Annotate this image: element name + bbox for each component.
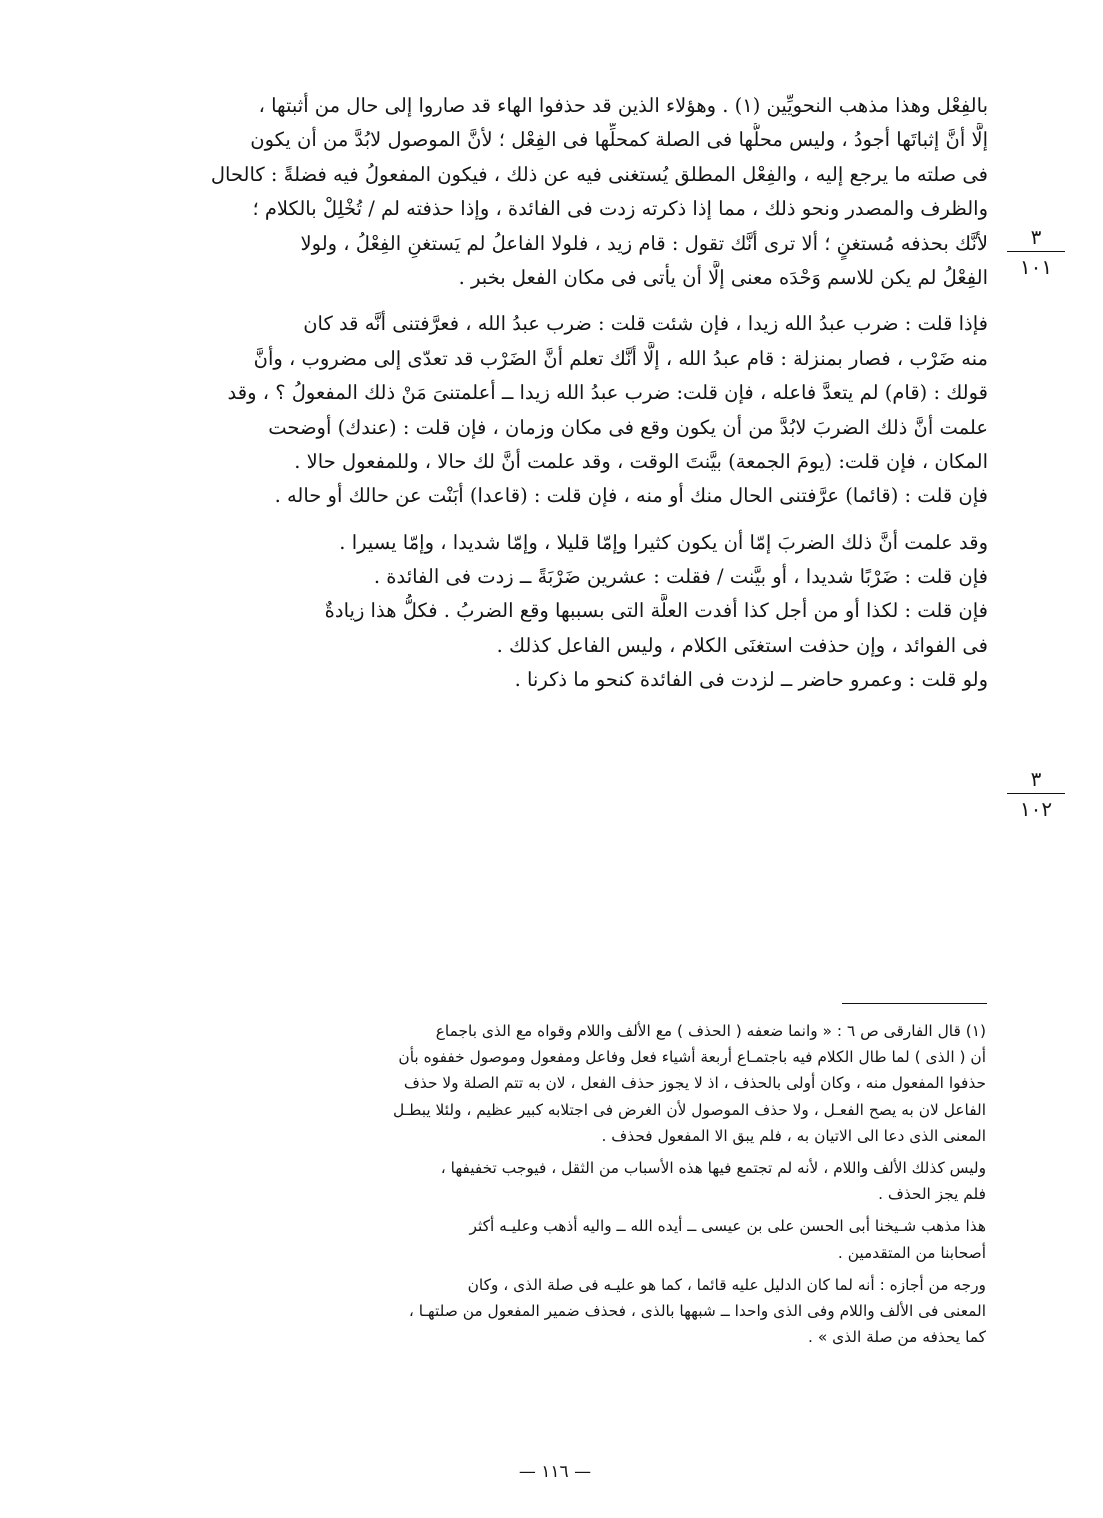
paragraph [118,307,988,513]
footnote-paragraph [118,1213,986,1265]
margin-divider [1007,793,1065,794]
margin-page: ١٠٢ [1019,797,1053,821]
footnote-line: ورجه من أجازه : أنه لما كان الدليل عليه قائما ، كما هو عليـه فى صلة الذى ، وكان [467,1275,986,1294]
footnote-line: هذا مذهب شـيخنا أبى الحسن على بن عيسى ــ أيده الله ــ واليه أذهب وعليـه أكثر [469,1217,986,1236]
text-line: فإن قلت : ضَرْبًا شديدا ، أو بيَّنت / فقلت : عشرين ضَرْبَةً ــ زدت فى الفائدة . [373,565,988,589]
footnote-line: فلم يجز الحذف . [878,1185,986,1204]
text-line: والظرف والمصدر ونحو ذلك ، مما إذا ذكرته زدت فى الفائدة ، وإذا حذفته لم / تُخْلِلْ بالكلام ؛ [252,197,988,221]
text-line: فإن قلت : (قائما) عرَّفتنى الحال منك أو منه ، فإن قلت : (قاعدا) أبَنْت عن حالك أو حاله . [274,484,988,508]
margin-volume: ٣ [1030,225,1042,249]
footnote-line: حذفوا المفعول منه ، وكان أولى بالحذف ، اذ لا يجوز حذف الفعل ، لان به تتم الصلة ولا حذف [403,1074,986,1093]
text-line: لأنَّك بحذفه مُستغنٍ ؛ ألا ترى أنَّك تقول : قام زيد ، فلولا الفاعلُ لم يَستغنِ الفِعْلُ ، ولولا [300,231,988,255]
footnote-line: أصحابنا من المتقدمين . [837,1243,986,1262]
footnote-line: المعنى فى الألف واللام وفى الذى واحدا ــ شبهها بالذى ، فحذف ضمير المفعول من صلتهـا ، [408,1301,986,1320]
text-line: علمت أنَّ ذلك الضربَ لابُدَّ من أن يكون وقع فى مكان وزمان ، فإن قلت : (عندك) أوضحت [268,415,988,439]
margin-volume: ٣ [1030,767,1042,791]
paragraph [118,89,988,295]
footnote-line: أن ( الذى ) لما طال الكلام فيه باجتمـاع أربعة أشياء فعل وفاعل ومفعول وموصول خففوه بأن [398,1048,986,1067]
text-line: فى الفوائد ، وإن حذفت استغنَى الكلام ، وليس الفاعل كذلك . [496,633,988,657]
text-line: فإن قلت : لكذا أو من أجل كذا أفدت العلَّة التى بسببها وقع الضربُ . فكلُّ هذا زيادةٌ [324,599,988,623]
text-line: ولو قلت : وعمرو حاضر ــ لزدت فى الفائدة كنحو ما ذكرنا . [514,668,988,692]
margin-reference [1007,226,1065,278]
text-line: إلَّا أنَّ إثباتَها أجودُ ، وليس محلُّها فى الصلة كمحلِّها فى الفِعْل ؛ لأنَّ الموصول لابُدَّ من أن يكون [250,128,988,152]
margin-page: ١٠١ [1019,255,1053,279]
text-line: بالفِعْل وهذا مذهب النحويِّين (١) . وهؤلاء الذين قد حذفوا الهاء قد صاروا إلى حال من أثبتها ، [258,94,988,117]
footnote [118,1018,986,1149]
text-line: فى صلته ما يرجع إليه ، والفِعْل المطلق يُستغنى فيه عن ذلك ، فيكون المفعولُ فيه فضلةً : كالحال [210,162,988,186]
page-number: — ١١٦ — [518,1462,592,1482]
text-line: قولك : (قام) لم يتعدَّ فاعله ، فإن قلت: ضرب عبدُ الله زيدا ــ أعلمتنىَ مَنْ ذلك المفعولُ ؟ ، وقد [227,381,988,405]
footnote-line: كما يحذفه من صلة الذى » . [808,1328,986,1347]
text-line: فإذا قلت : ضرب عبدُ الله زيدا ، فإن شئت قلت : ضرب عبدُ الله ، فعرَّفتنى أنَّه قد كان [303,312,988,336]
margin-divider [1007,251,1065,252]
footnote-line: وليس كذلك الألف واللام ، لأنه لم تجتمع فيها هذه الأسباب من الثقل ، فيوجب تخفيفها ، [440,1158,986,1177]
footnote-paragraph [118,1155,986,1207]
paragraph [118,526,988,698]
margin-reference [1007,768,1065,820]
footnote-separator [842,1003,987,1004]
footnotes [118,1018,986,1350]
footnote-line: (١) قال الفارقى ص ٦ : « وانما ضعفه ( الحذف ) مع الألف واللام وقواه مع الذى باجماع [435,1022,986,1040]
text-line: المكان ، فإن قلت: (يومَ الجمعة) بيَّنتَ الوقت ، وقد علمت أنَّ لك حالا ، وللمفعول حالا . [294,449,988,473]
footnote-line: المعنى الذى دعا الى الاتيان به ، فلم يبق الا المفعول فحذف . [601,1126,986,1145]
text-line: منه ضَرْب ، فصار بمنزلة : قام عبدُ الله ، إلَّا أنَّك تعلم أنَّ الضَرْب قد تعدّى إلى مضروب ، وأنَّ [253,346,988,370]
text-line: وقد علمت أنَّ ذلك الضربَ إمّا أن يكون كثيرا وإمّا قليلا ، وإمّا شديدا ، وإمّا يسيرا . [339,530,988,554]
text-line: الفِعْلُ لم يكن للاسم وَحْدَه معنى إلَّا أن يأتى فى مكان الفعل بخبر . [458,265,988,289]
footnote-line: الفاعل لان به يصح الفعـل ، ولا حذف الموصول لأن الغرض فى اجتلابه كبير عظيم ، ولئلا يبطـل [392,1100,986,1119]
footnote-paragraph [118,1272,986,1351]
main-text [118,89,988,698]
